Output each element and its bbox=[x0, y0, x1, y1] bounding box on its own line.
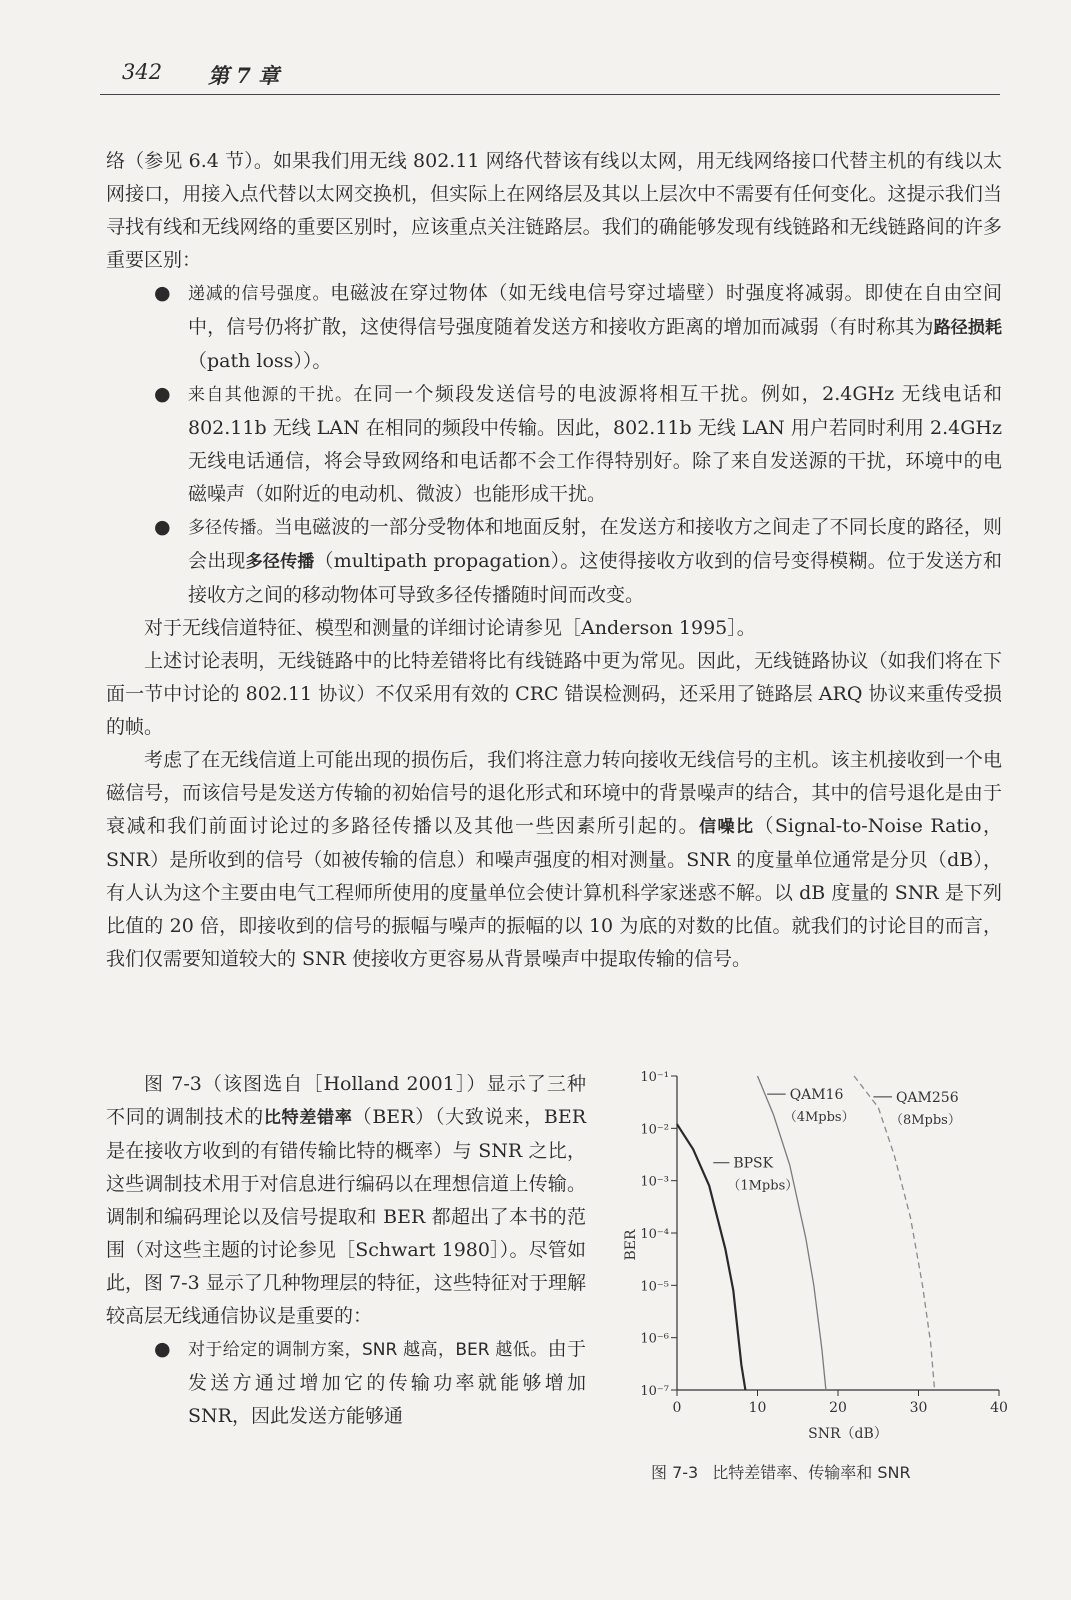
page-header bbox=[100, 58, 1000, 95]
bullet-item-signal-strength bbox=[106, 277, 1002, 378]
paragraph-4-text: 考虑了在无线信道上可能出现的损伤后，我们将注意力转向接收无线信号的主机。该主机接收到一个电磁信号，而该信号是发送方传输的初始信号的退化形式和环境中的背景噪声的结合，其中的信号退化是由于衰减和我们前面讨论过的多路径传播以及其他一些因素所引起的。 bbox=[106, 749, 1002, 837]
x-tick-label: 0 bbox=[672, 1400, 682, 1416]
figure-caption-text: 比特差错率、传输率和 SNR bbox=[712, 1463, 911, 1482]
x-tick-label: 10 bbox=[748, 1400, 767, 1416]
bullet-lead: 多径传播。 bbox=[188, 518, 274, 538]
body-text bbox=[106, 145, 1002, 976]
x-axis-label: SNR（dB） bbox=[808, 1426, 888, 1442]
bullet-lead: 递减的信号强度。 bbox=[188, 284, 331, 304]
bullet-text: 在同一个频段发送信号的电波源将相互干扰。例如，2.4GHz 无线电话和 802.11b 无线 LAN 在相同的频段中传输。因此，802.11b 无线 LAN 用户若同时利用 2.4GHz 无线电话通信，将会导致网络和电话都不会工作得特别好。除了来自发送源的干扰，环境中的电磁噪声（如附近的电动机、微波）也能形成干扰。 bbox=[188, 383, 1003, 505]
series-label-qam256: QAM256 bbox=[895, 1089, 959, 1106]
figure-caption bbox=[651, 1460, 911, 1483]
series-sublabel-qam16: （4Mpbs） bbox=[783, 1110, 855, 1126]
bullet-text: 由于发送方通过增加它的传输功率就能够增加 SNR，因此发送方能够通 bbox=[188, 1338, 586, 1427]
y-tick-label: 10⁻⁵ bbox=[640, 1279, 669, 1295]
paragraph-1: 络（参见 6.4 节）。如果我们用无线 802.11 网络代替该有线以太网，用无线网络接口代替主机的有线以太网接口，用接入点代替以太网交换机，但实际上在网络层及其以上层次中不需要有任何变化。这提示我们当寻找有线和无线网络的重要区别时，应该重点关注链路层。我们的确能够发现有线链路和无线链路间的许多重要区别： bbox=[106, 150, 1002, 271]
bullet-lead: 对于给定的调制方案，SNR 越高，BER 越低。 bbox=[188, 1340, 548, 1360]
figure-section bbox=[106, 1068, 1008, 1488]
bullet-dot-icon: ● bbox=[154, 1338, 171, 1360]
y-tick-label: 10⁻¹ bbox=[640, 1070, 669, 1085]
bullet-lead: 来自其他源的干扰。 bbox=[188, 385, 354, 405]
bullet-item-snr bbox=[106, 1333, 586, 1433]
paragraph-5 bbox=[106, 1068, 586, 1333]
bullet-text: 电磁波在穿过物体（如无线电信号穿过墙壁）时强度将减弱。即使在自由空间中，信号仍将扩散，这使得信号强度随着发送方和接收方距离的增加而减弱（有时称其为 bbox=[188, 282, 1002, 338]
bullet-term: 多径传播 bbox=[245, 552, 315, 572]
paragraph-5-text-after: （BER）（大致说来，BER 是在接收方收到的有错传输比特的概率）与 SNR 之比，这些调制技术用于对信息进行编码以在理想信道上传输。调制和编码理论以及信号提取和 BER 都超出了本书的范围（对这些主题的讨论参见［Schwart 1980］）。尽管如此，图 7-3 显示了几种物理层的特征，这些特征对于理解较高层无线通信协议是重要的： bbox=[106, 1106, 586, 1327]
figure-number: 图 7-3 bbox=[651, 1463, 699, 1482]
series-sublabel-qam256: （8Mpbs） bbox=[889, 1112, 961, 1128]
bullet-dot-icon: ● bbox=[154, 516, 171, 538]
y-tick-label: 10⁻² bbox=[640, 1122, 669, 1138]
series-label-bpsk: BPSK bbox=[733, 1155, 774, 1172]
x-tick-label: 30 bbox=[909, 1400, 928, 1416]
paragraph-4-term: 信噪比 bbox=[699, 817, 755, 837]
chapter-title: 第 7 章 bbox=[208, 63, 280, 88]
paragraph-4-text-after: （Signal-to-Noise Ratio，SNR）是所收到的信号（如被传输的信息）和噪声强度的相对测量。SNR 的度量单位通常是分贝（dB），有人认为这个主要由电气工程师所使用的度量单位会使计算机科学家迷惑不解。以 dB 度量的 SNR 是下列比值的 20 倍，即接收到的信号的振幅与噪声的振幅的以 10 为底的对数的比值。就我们的讨论目的而言，我们仅需要知道较大的 SNR 使接收方更容易从背景噪声中提取传输的信号。 bbox=[106, 815, 1002, 970]
y-tick-label: 10⁻⁴ bbox=[640, 1227, 669, 1242]
x-tick-label: 20 bbox=[829, 1400, 847, 1416]
paragraph-3: 上述讨论表明，无线链路中的比特差错将比有线链路中更为常见。因此，无线链路协议（如我们将在下面一节中讨论的 802.11 协议）不仅采用有效的 CRC 错误检测码，还采用了链路层 ARQ 协议来重传受损的帧。 bbox=[106, 650, 1002, 738]
bullet-text-after: （multipath propagation）。这使得接收方收到的信号变得模糊。位于发送方和接收方之间的移动物体可导致多径传播随时间而改变。 bbox=[188, 550, 1003, 606]
bullet-list bbox=[106, 277, 1002, 612]
y-tick-label: 10⁻⁷ bbox=[640, 1384, 669, 1399]
ber-chart bbox=[621, 1068, 1011, 1448]
page-number: 342 bbox=[122, 60, 163, 84]
bullet-dot-icon: ● bbox=[154, 282, 171, 304]
bullet-list-2 bbox=[106, 1333, 586, 1433]
bullet-item-multipath bbox=[106, 511, 1002, 612]
bullet-term: 路径损耗 bbox=[933, 318, 1002, 338]
y-axis-label: BER bbox=[623, 1229, 639, 1261]
bullet-text-after: （path loss））。 bbox=[188, 350, 332, 372]
y-tick-label: 10⁻⁶ bbox=[640, 1331, 669, 1347]
left-column-text bbox=[106, 1068, 586, 1433]
ber-figure bbox=[621, 1068, 1011, 1498]
bullet-item-interference bbox=[106, 378, 1002, 511]
paragraph-5-text: 图 7-3（该图选自［Holland 2001］）显示了三种不同的调制技术的 bbox=[106, 1073, 586, 1128]
bullet-text: 当电磁波的一部分受物体和地面反射，在发送方和接收方之间走了不同长度的路径，则会出现 bbox=[188, 516, 1002, 572]
paragraph-5-term: 比特差错率 bbox=[263, 1108, 353, 1128]
bullet-dot-icon: ● bbox=[154, 383, 171, 405]
series-sublabel-bpsk: （1Mpbs） bbox=[727, 1178, 799, 1194]
paragraph-4 bbox=[106, 744, 1002, 976]
series-label-qam16: QAM16 bbox=[789, 1087, 844, 1104]
y-tick-label: 10⁻³ bbox=[640, 1174, 669, 1190]
paragraph-2: 对于无线信道特征、模型和测量的详细讨论请参见［Anderson 1995］。 bbox=[144, 617, 756, 639]
x-tick-label: 40 bbox=[990, 1400, 1008, 1416]
